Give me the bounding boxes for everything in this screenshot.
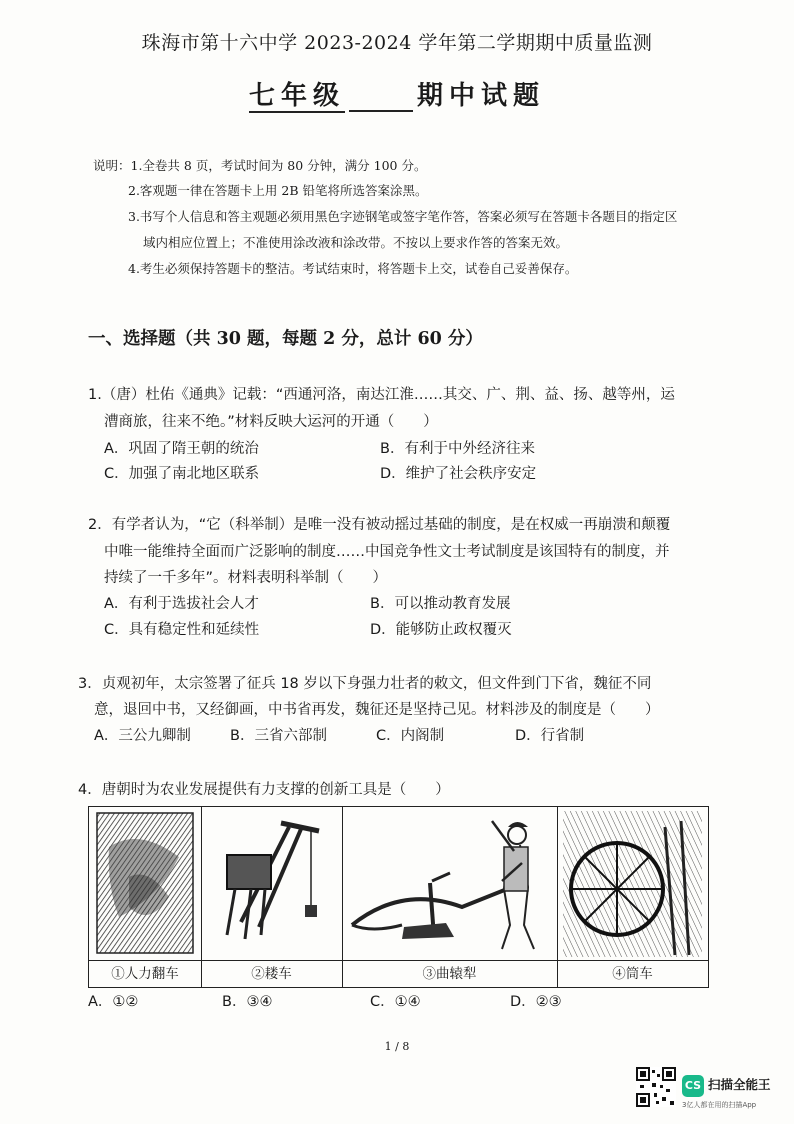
figure-caption-4: ④筒车 xyxy=(557,960,708,987)
exam-title-suffix: 期中试题 xyxy=(417,81,546,111)
figure-cell-1 xyxy=(89,807,202,987)
exam-title-blank xyxy=(349,88,413,112)
q2-line-3: 持续了一千多年”。材料表明科举制（ ） xyxy=(104,570,388,586)
note-line-2: 2.客观题一律在答题卡上用 2B 铅笔将所选答案涂黑。 xyxy=(128,183,428,198)
scanner-tagline: 3亿人都在用的扫描App xyxy=(682,1101,757,1109)
figure-cell-4 xyxy=(557,807,708,987)
exam-title xyxy=(0,75,794,112)
q3-line-1: 3．贞观初年，太宗签署了征兵 18 岁以下身强力壮者的敕文，但文件到门下省，魏征不同 xyxy=(78,676,652,692)
tube-water-wheel-image xyxy=(557,807,708,960)
q4-figure-table xyxy=(88,806,709,988)
q2-line-2: 中唯一能维持全面而广泛影响的制度……中国竞争性文士考试制度是该国特有的制度，并 xyxy=(104,544,670,560)
q3-line-2: 意，退回中书，又经御画，中书省再发，魏征还是坚持己见。材料涉及的制度是（ ） xyxy=(94,702,660,718)
figure-caption-2: ②耧车 xyxy=(201,960,342,987)
q3-option-b: B．三省六部制 xyxy=(230,728,327,744)
q2-option-d: D．能够防止政权覆灭 xyxy=(370,622,512,638)
q4-line-1: 4．唐朝时为农业发展提供有力支撑的创新工具是（ ） xyxy=(78,782,450,798)
q1-option-b: B．有利于中外经济往来 xyxy=(380,441,535,457)
q1-line-1: 1.（唐）杜佑《通典》记载：“西通河洛，南达江淮……其交、广、荆、益、扬、越等州，运 xyxy=(88,387,675,403)
note-line-3-cont: 域内相应位置上；不准使用涂改液和涂改带。不按以上要求作答的答案无效。 xyxy=(143,235,569,250)
figure-cell-2 xyxy=(201,807,343,987)
figure-caption-3: ③曲辕犁 xyxy=(342,960,557,987)
qr-code-icon xyxy=(636,1067,676,1107)
q4-option-c: C．①④ xyxy=(370,994,421,1010)
page-number: 1 / 8 xyxy=(384,1040,410,1053)
q2-option-c: C．具有稳定性和延续性 xyxy=(104,622,260,638)
seed-drill-image xyxy=(201,807,342,960)
q1-option-c: C．加强了南北地区联系 xyxy=(104,466,260,482)
q2-option-a: A．有利于选拔社会人才 xyxy=(104,596,259,612)
exam-title-grade: 七年级 xyxy=(248,81,345,111)
paddle-wheel-pump-image xyxy=(89,807,201,960)
q1-option-d: D．维护了社会秩序安定 xyxy=(380,466,537,482)
note-line-4: 4.考生必须保持答题卡的整洁。考试结束时，将答题卡上交，试卷自己妥善保存。 xyxy=(128,261,578,276)
q1-line-2: 漕商旅，往来不绝。”材料反映大运河的开通（ ） xyxy=(104,414,438,430)
note-line-1: 说明：1.全卷共 8 页，考试时间为 80 分钟，满分 100 分。 xyxy=(93,158,427,173)
section-title: 一、选择题（共 30 题，每题 2 分，总计 60 分） xyxy=(88,329,483,349)
school-title: 珠海市第十六中学 2023-2024 学年第二学期期中质量监测 xyxy=(141,32,653,54)
camscanner-logo-icon: CS xyxy=(682,1075,704,1097)
q2-line-1: 2．有学者认为，“它（科举制）是唯一没有被动摇过基础的制度，是在权威一再崩溃和颠覆 xyxy=(88,517,671,533)
q3-option-a: A．三公九卿制 xyxy=(94,728,191,744)
curved-plough-image xyxy=(342,807,557,960)
q4-option-d: D．②③ xyxy=(510,994,562,1010)
figure-cell-3 xyxy=(342,807,558,987)
note-line-3: 3.书写个人信息和答主观题必须用黑色字迹钢笔或签字笔作答，答案必须写在答题卡各题目的指定区 xyxy=(128,209,678,224)
q1-option-a: A．巩固了隋王朝的统治 xyxy=(104,441,259,457)
q3-option-d: D．行省制 xyxy=(515,728,585,744)
scanner-app-name: 扫描全能王 xyxy=(708,1077,771,1092)
figure-caption-1: ①人力翻车 xyxy=(89,960,201,987)
q2-option-b: B．可以推动教育发展 xyxy=(370,596,511,612)
q3-option-c: C．内阁制 xyxy=(376,728,445,744)
q4-option-a: A．①② xyxy=(88,994,139,1010)
q4-option-b: B．③④ xyxy=(222,994,273,1010)
